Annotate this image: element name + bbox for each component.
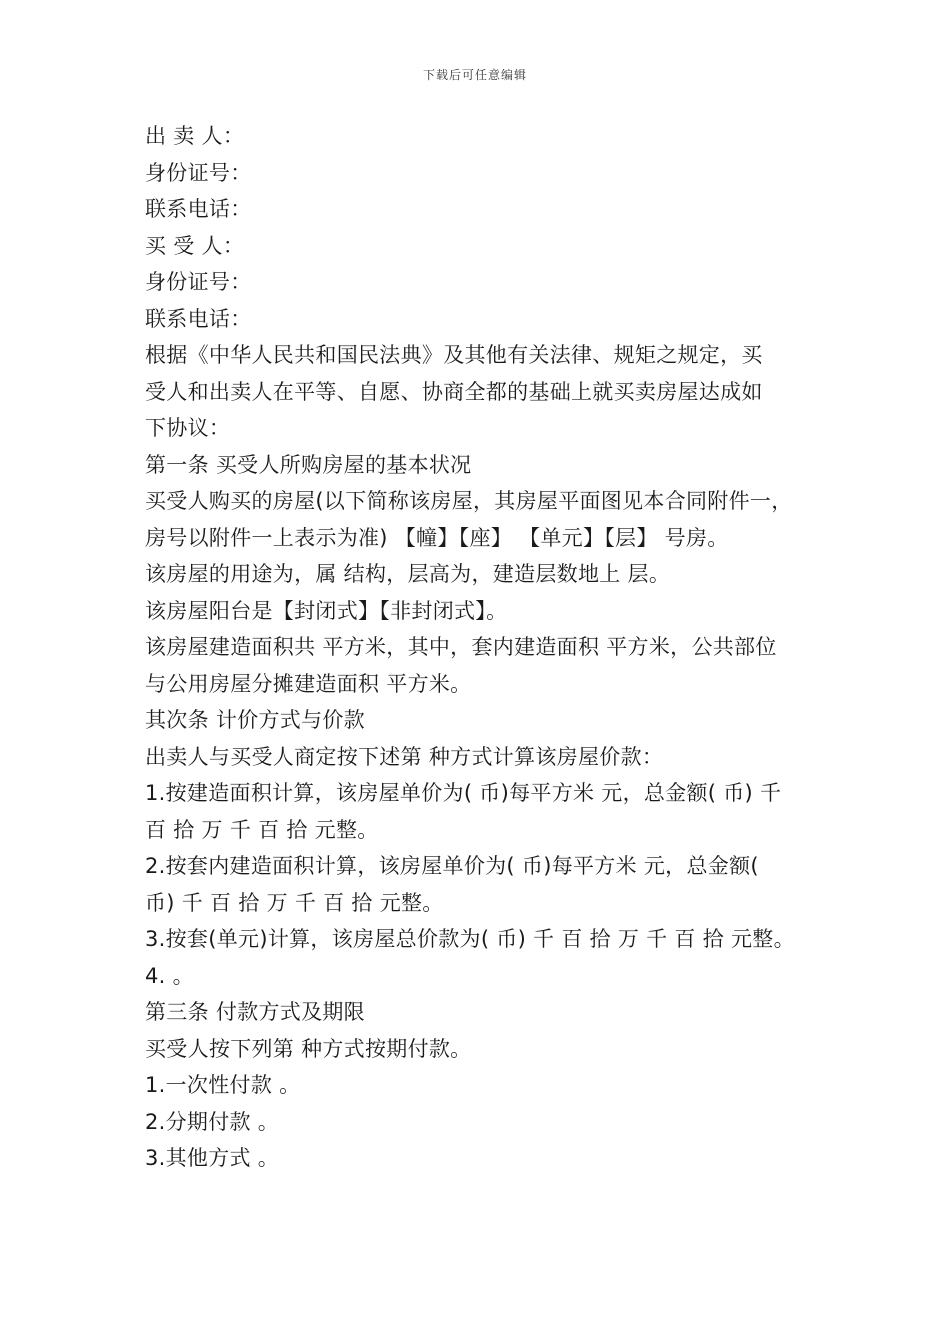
buyer-phone-label: 联系电话： [145, 306, 252, 331]
article-1-line-6: 与公用房屋分摊建造面积 平方米。 [145, 671, 472, 696]
article-2-item-3: 3.按套(单元)计算，该房屋总价款为( 币) 千 百 拾 万 千 百 拾 元整。 [145, 927, 795, 951]
seller-id-label: 身份证号： [145, 160, 252, 185]
article-2-item-4: 4. 。 [145, 963, 194, 988]
preamble-line-3: 下协议： [145, 416, 231, 440]
contract-body [145, 118, 825, 1177]
article-3-line-1: 买受人按下列第 种方式按期付款。 [145, 1036, 472, 1061]
seller-label: 出 卖 人： [145, 124, 245, 148]
article-3-item-1: 1.一次性付款 。 [145, 1073, 301, 1097]
article-2-item-2a: 2.按套内建造面积计算，该房屋单价为( 币)每平方米 元，总金额( [145, 854, 759, 878]
article-1-line-2: 房号以附件一上表示为准) 【幢】【座】 【单元】【层】 号房。 [145, 525, 729, 550]
article-2-item-1b: 百 拾 万 千 百 拾 元整。 [145, 817, 379, 842]
preamble-line-1: 根据《中华人民共和国民法典》及其他有关法律、规矩之规定，买 [145, 343, 763, 367]
article-1-line-1: 买受人购买的房屋(以下简称该房屋，其房屋平面图见本合同附件一， [145, 489, 793, 513]
article-1-line-5: 该房屋建造面积共 平方米，其中，套内建造面积 平方米，公共部位 [145, 635, 777, 659]
article-2-heading: 其次条 计价方式与价款 [145, 708, 365, 732]
article-1-line-4: 该房屋阳台是【封闭式】【非封闭式】。 [145, 598, 508, 623]
article-3-item-3: 3.其他方式 。 [145, 1146, 280, 1170]
preamble-line-2: 受人和出卖人在平等、自愿、协商全都的基础上就买卖房屋达成如 [145, 379, 763, 404]
article-1-line-3: 该房屋的用途为，属 结构，层高为，建造层数地上 层。 [145, 562, 671, 586]
article-3-item-2: 2.分期付款 。 [145, 1109, 280, 1134]
buyer-id-label: 身份证号： [145, 270, 252, 294]
article-2-item-2b: 币) 千 百 拾 万 千 百 拾 元整。 [145, 890, 444, 915]
article-1-heading: 第一条 买受人所购房屋的基本状况 [145, 452, 472, 477]
seller-phone-label: 联系电话： [145, 197, 252, 221]
header-note: 下载后可任意编辑 [422, 68, 527, 82]
article-2-item-1a: 1.按建造面积计算，该房屋单价为( 币)每平方米 元，总金额( 币) 千 [145, 781, 782, 805]
article-3-heading: 第三条 付款方式及期限 [145, 1000, 365, 1024]
article-2-line-1: 出卖人与买受人商定按下述第 种方式计算该房屋价款： [145, 744, 664, 769]
buyer-label: 买 受 人： [145, 233, 245, 258]
